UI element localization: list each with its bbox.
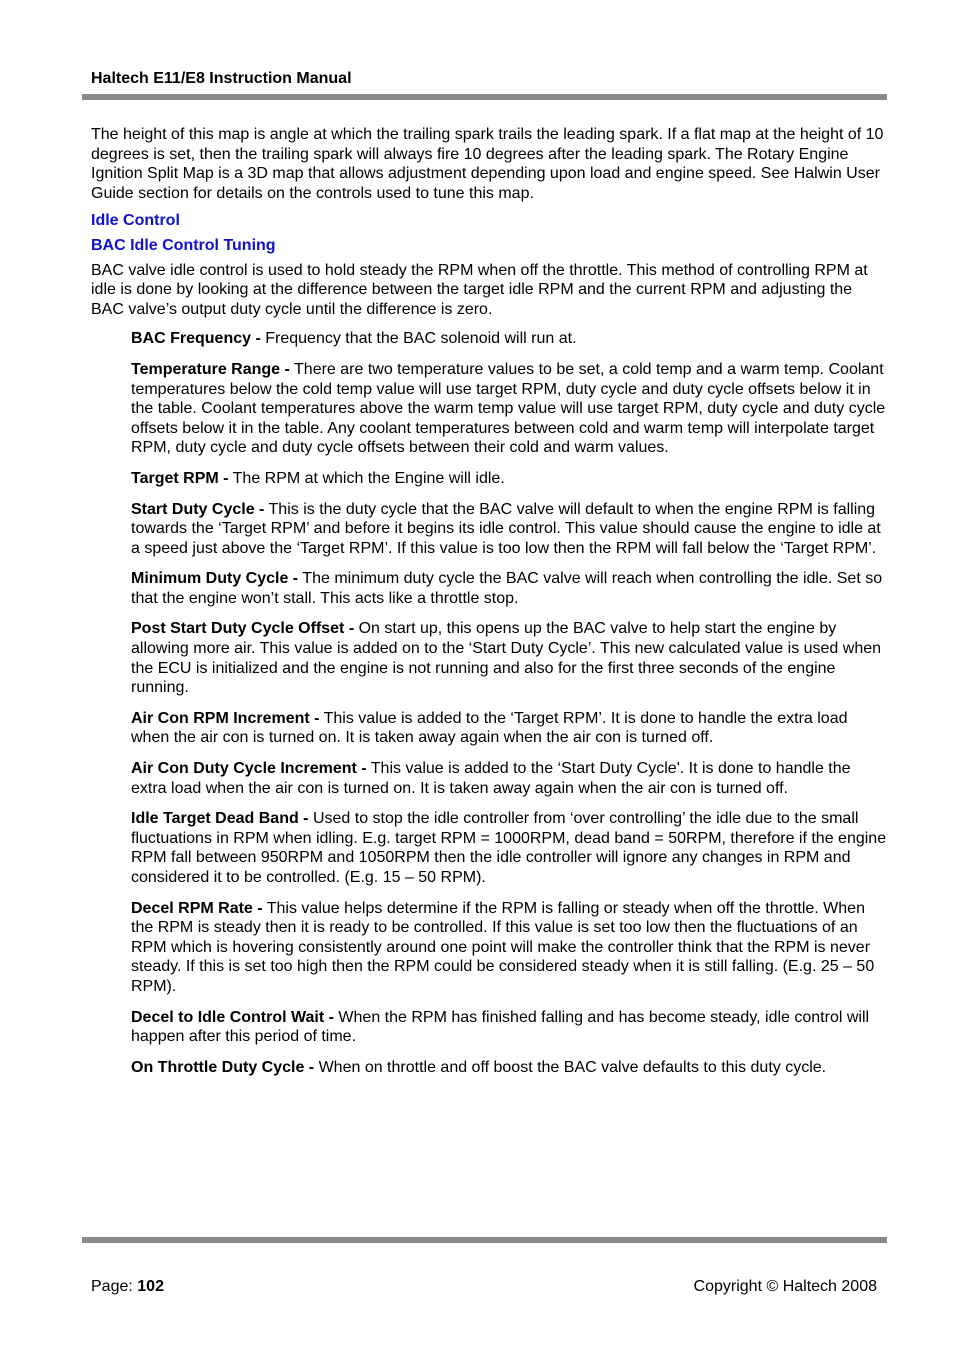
bac-description: BAC valve idle control is used to hold steady the RPM when off the throttle. This method of controlling RPM at idle is done by looking at the difference between the target idle RPM and the current RPM and adjusting the BAC valve’s output duty cycle until the difference is zero. — [91, 261, 868, 318]
param-text: Used to stop the idle controller from ‘over controlling’ the idle due to the small fluctuations in RPM when idling. E.g. target RPM = 1000RPM, dead band = 50RPM, therefore if the engine RPM fall between 950RPM and 1050RPM then the idle controller will ignore any changes in RPM and considered it to be controlled. (E.g. 15 – 50 RPM). — [131, 810, 887, 886]
param-term: Minimum Duty Cycle - — [131, 570, 299, 588]
param-temperature-range — [131, 360, 887, 458]
param-text: On start up, this opens up the BAC valve to help start the engine by allowing more air. This value is added on to the ‘Start Duty Cycle’. This new calculated value is used when the ECU is initialized and the engine is not running and also for the first three seconds of the engine running. — [131, 620, 882, 697]
section-heading: Idle Control — [91, 212, 180, 230]
param-term: Temperature Range - — [131, 360, 290, 378]
param-term: Air Con RPM Increment - — [131, 709, 320, 727]
header-divider — [82, 94, 887, 100]
param-text: The minimum duty cycle the BAC valve will reach when controlling the idle. Set so that the engine won’t stall. This acts like a throttle stop. — [131, 570, 883, 607]
param-aircon-rpm-increment — [131, 709, 887, 748]
param-text: The RPM at which the Engine will idle. — [228, 469, 505, 487]
param-target-rpm — [131, 469, 887, 489]
copyright: Copyright © Haltech 2008 — [693, 1278, 877, 1295]
page-number-value: 102 — [137, 1278, 164, 1295]
intro-paragraph: The height of this map is angle at which the trailing spark trails the leading spark. If a flat map at the height of 10 degrees is set, then the trailing spark will always fire 10 degrees after the leading spark. The Rotary Engine Ignition Split Map is a 3D map that allows adjustment depending upon load and engine speed. See Halwin User Guide section for details on the controls used to tune this map. — [91, 126, 884, 202]
param-decel-idle-wait — [131, 1008, 887, 1047]
page-label: Page: — [91, 1278, 138, 1295]
page-number — [91, 1278, 164, 1296]
param-text: There are two temperature values to be set, a cold temp and a warm temp. Coolant temperatures below the cold temp value will use target RPM, duty cycle and duty cycle offsets below it in the table. Coolant temperatures above the warm temp value will use target RPM, duty cycle and duty cycle offsets below it in the table. Any coolant temperatures between cold and warm temp will interpolate target RPM, duty cycle and duty cycle offsets between their cold and warm values. — [131, 360, 886, 457]
param-text: This value helps determine if the RPM is falling or steady when off the throttle. When the RPM is steady then it is ready to be controlled. If this value is set too low then the fluctuations of an RPM which is hovering consistently around one point will make the controller think that the RPM is never steady. If this is set too high then the RPM could be considered steady when it is still falling. (E.g. 25 – 50 RPM). — [131, 899, 875, 995]
param-term: On Throttle Duty Cycle - — [131, 1058, 315, 1076]
param-on-throttle-duty — [131, 1058, 887, 1078]
manual-title: Haltech E11/E8 Instruction Manual — [91, 70, 352, 87]
param-idle-dead-band — [131, 809, 887, 887]
param-start-duty-cycle — [131, 500, 887, 559]
param-term: Decel to Idle Control Wait - — [131, 1008, 334, 1026]
param-text: Frequency that the BAC solenoid will run at. — [260, 330, 577, 348]
param-term: Post Start Duty Cycle Offset - — [131, 620, 355, 638]
param-post-start-offset — [131, 619, 887, 697]
param-decel-rpm-rate — [131, 899, 887, 997]
parameter-list — [91, 329, 887, 1077]
param-minimum-duty-cycle — [131, 569, 887, 608]
param-text: This value is added to the ‘Target RPM’. It is done to handle the extra load when the air con is turned on. It is taken away again when the air con is turned off. — [131, 709, 848, 747]
param-term: Idle Target Dead Band - — [131, 810, 309, 828]
param-text: This is the duty cycle that the BAC valve will default to when the engine RPM is falling towards the ‘Target RPM’ and before it begins its idle control. This value should cause the engine to idle at a speed just above the ‘Target RPM’. If this value is too low then the RPM will fall below the ‘Target RPM’. — [131, 500, 881, 557]
param-term: Decel RPM Rate - — [131, 899, 263, 917]
param-bac-frequency — [131, 329, 887, 349]
param-text: When on throttle and off boost the BAC valve defaults to this duty cycle. — [314, 1058, 827, 1076]
param-text: When the RPM has finished falling and has become steady, idle control will happen after this period of time. — [131, 1008, 870, 1046]
param-term: Start Duty Cycle - — [131, 500, 265, 518]
param-term: Target RPM - — [131, 469, 229, 487]
param-aircon-duty-increment — [131, 759, 887, 798]
page-content — [91, 125, 887, 1088]
param-text: This value is added to the ‘Start Duty Cycle'. It is done to handle the extra load when the air con is turned on. It is taken away again when the air con is turned off. — [131, 760, 851, 797]
footer-divider — [82, 1237, 887, 1243]
param-term: BAC Frequency - — [131, 330, 261, 348]
subsection-heading: BAC Idle Control Tuning — [91, 236, 276, 254]
param-term: Air Con Duty Cycle Increment - — [131, 760, 367, 778]
